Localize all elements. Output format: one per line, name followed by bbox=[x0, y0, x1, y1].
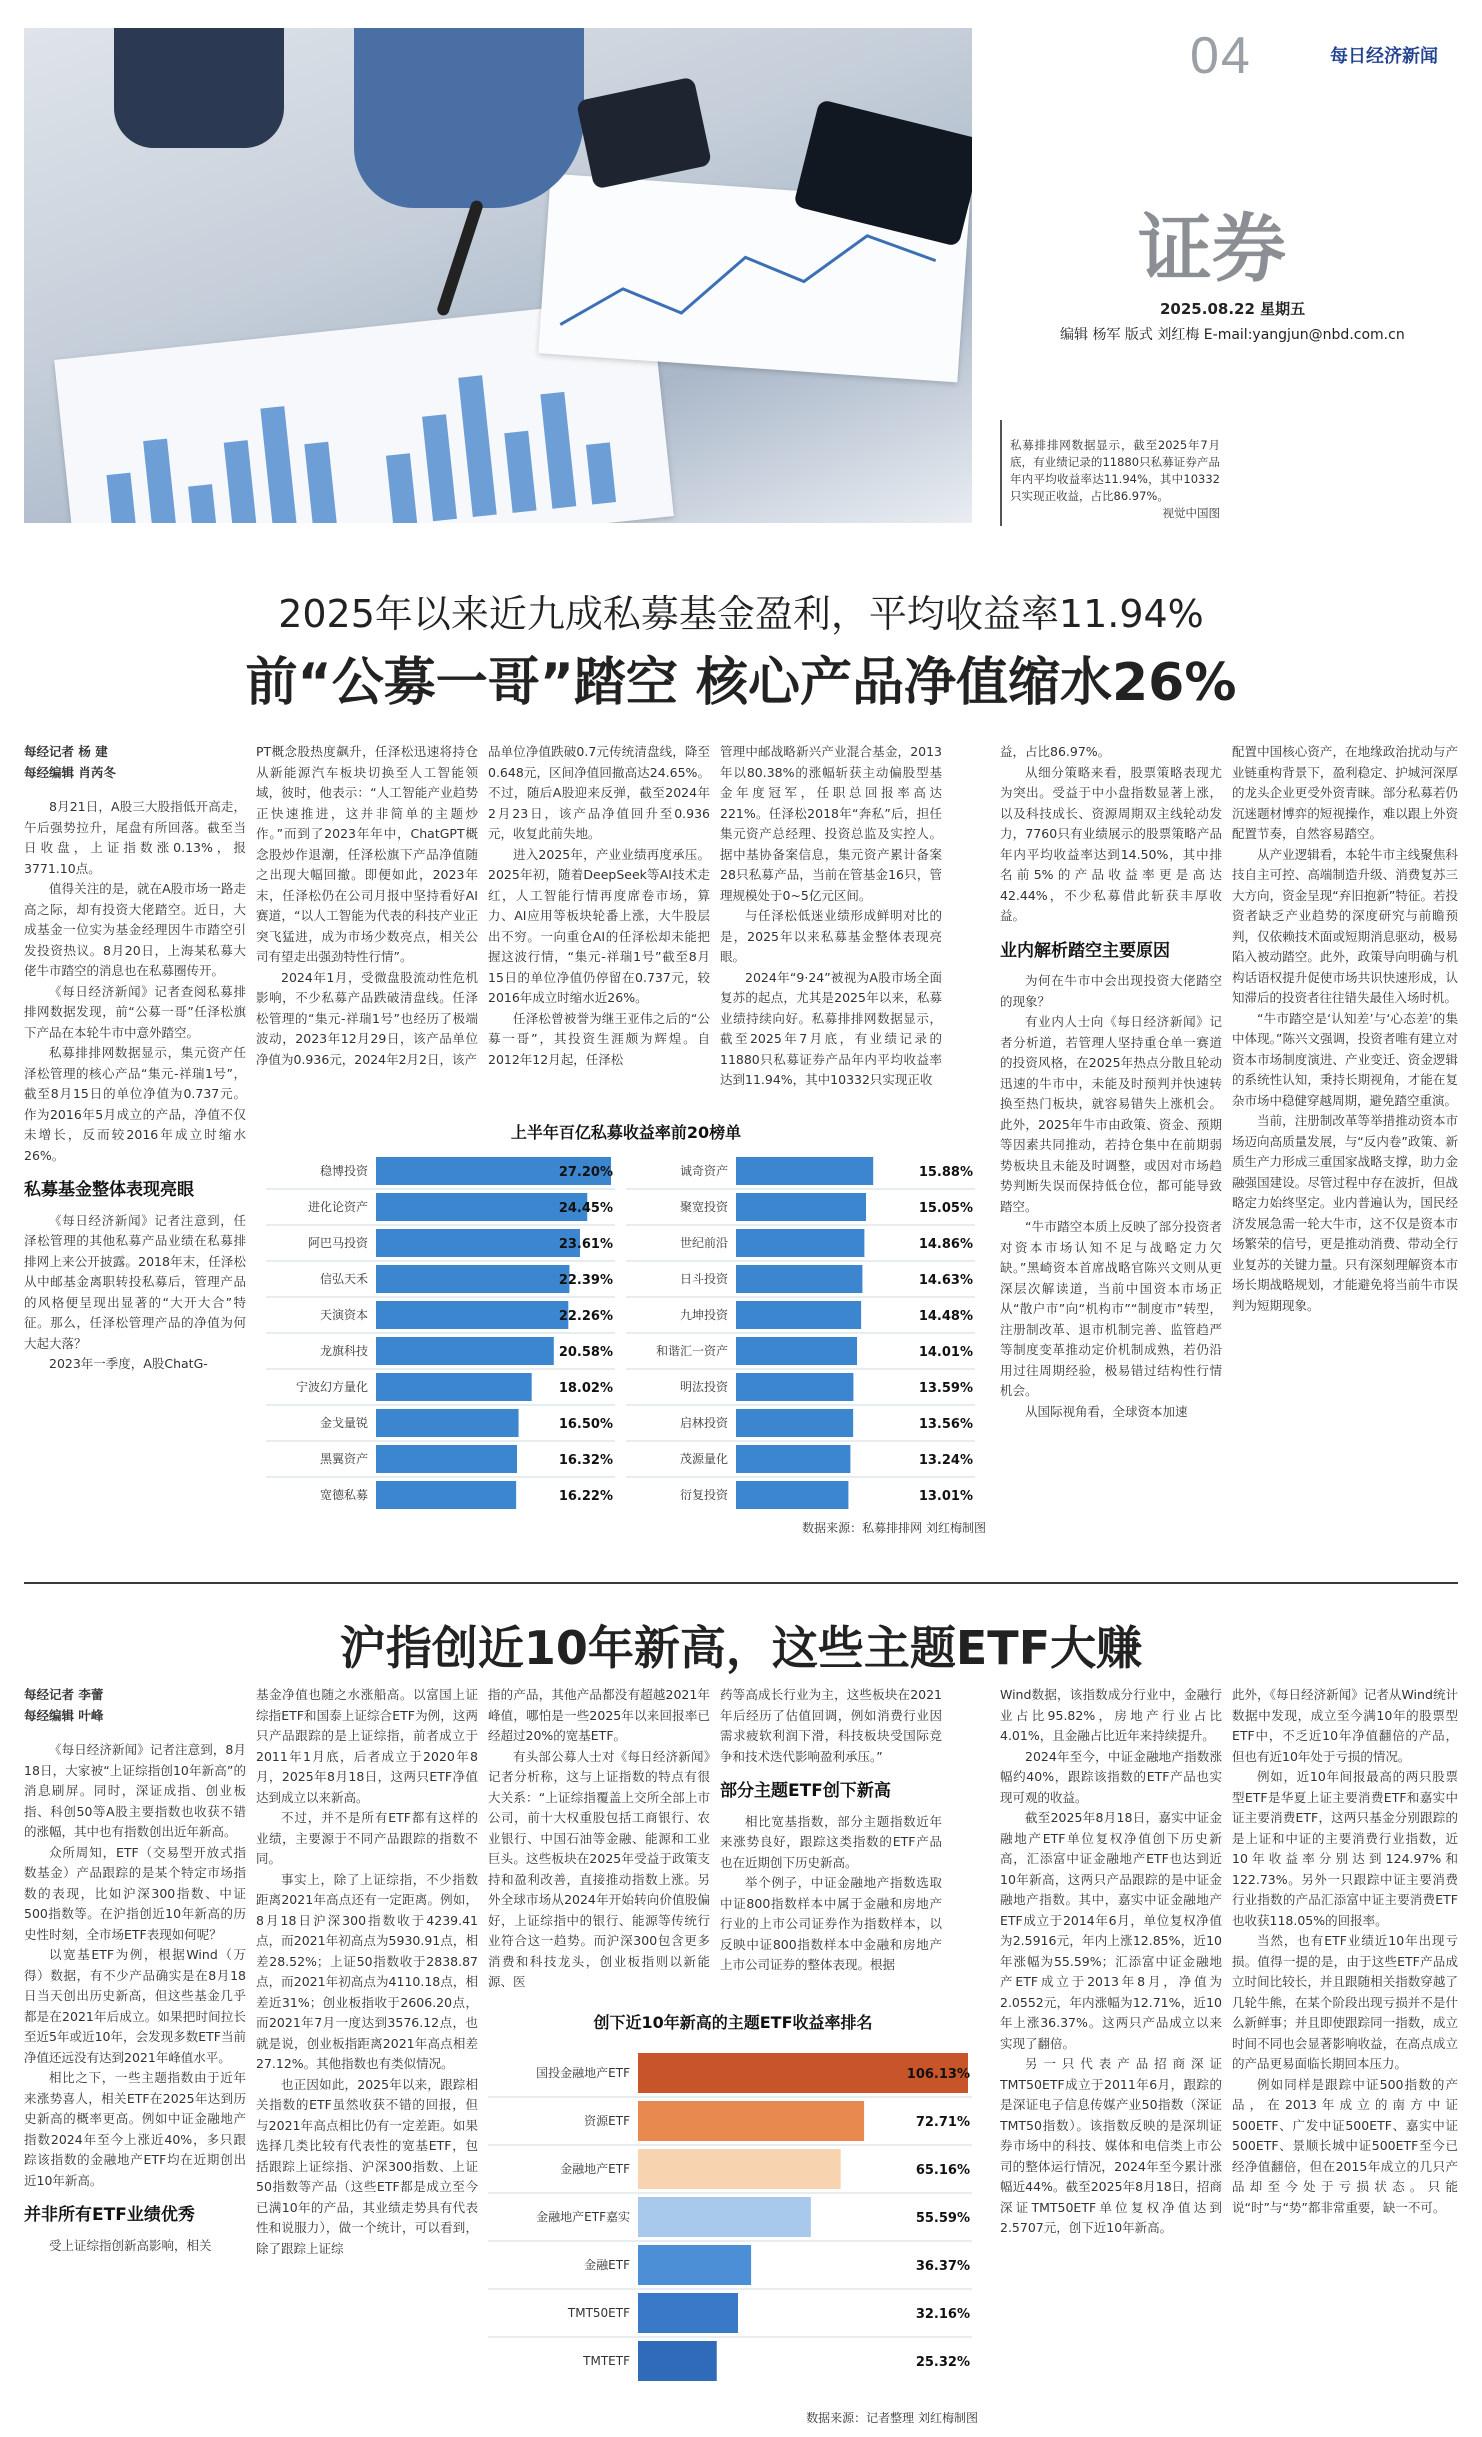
bar-value-label: 106.13% bbox=[906, 2067, 970, 2082]
paragraph: 药等高成长行业为主，这些板块在2021年后经历了估值回调，例如消费行业因需求疲软利润下滑，科技板块受国际竞争和技术迭代影响盈利承压。” bbox=[720, 1687, 942, 1764]
article2-column-2 bbox=[256, 1685, 478, 2430]
bar-category-label: 黑翼资产 bbox=[319, 1452, 368, 1466]
bar bbox=[736, 1481, 848, 1509]
paragraph: 另一只代表产品招商深证TMT50ETF成立于2011年6月，跟踪的是深证电子信息传媒产业50指数（深证TMT50指数）。该指数反映的是深圳证券市场中的科技、媒体和电信类上市公司的整体运行情况，2024年至今累计涨幅近44%。截至2025年8月18日，招商深证TMT50ETF单位复权净值达到2.5707元，创下近10年新高。 bbox=[1000, 2056, 1222, 2235]
paragraph: 2023年一季度，A股ChatG- bbox=[49, 1356, 208, 1371]
bar-category-label: 聚宽投资 bbox=[679, 1200, 728, 1214]
bar-category-label: 信弘天禾 bbox=[319, 1272, 368, 1286]
paragraph: 以宽基ETF为例，根据Wind（万得）数据，有不少产品确实是在8月18日当天创出历史新高，但这些基金几乎都是在2021年后成立。如果把时间拉长至近5年或近10年，会发现多数ETF当前净值还远没有达到2021年峰值水平。 bbox=[24, 1947, 246, 2065]
paragraph: 基金净值也随之水涨船高。以富国上证综指ETF和国泰上证综合ETF为例，这两只产品跟踪的是上证综指，前者成立于2011年1月底，后者成立于2020年8月，2025年8月18日，这两只ETF净值达到成立以来新高。 bbox=[256, 1687, 478, 1805]
paragraph: 2024年至今，中证金融地产指数涨幅约40%，跟踪该指数的ETF产品也实现可观的收益。 bbox=[1000, 1748, 1222, 1805]
bar bbox=[638, 2101, 864, 2141]
bar bbox=[376, 1409, 519, 1437]
bar-value-label: 22.39% bbox=[558, 1273, 613, 1288]
chart1-title: 上半年百亿私募收益率前20榜单 bbox=[510, 1123, 742, 1142]
bar-category-label: 稳博投资 bbox=[319, 1164, 368, 1178]
bar-category-label: 金融地产ETF嘉实 bbox=[536, 2210, 630, 2224]
paragraph: 受上证综指创新高影响，相关 bbox=[49, 2237, 212, 2253]
article2-column-5 bbox=[1000, 1685, 1222, 2430]
bar-category-label: 启林投资 bbox=[679, 1416, 728, 1430]
bar-value-label: 13.24% bbox=[918, 1453, 973, 1468]
bar-value-label: 72.71% bbox=[915, 2115, 970, 2130]
paragraph: 与任泽松低迷业绩形成鲜明对比的是，2025年以来私募基金整体表现亮眼。 bbox=[720, 908, 942, 964]
bar-value-label: 15.88% bbox=[918, 1165, 973, 1180]
chart1-svg bbox=[266, 1149, 986, 1519]
paragraph: 为何在牛市中会出现投资大佬踏空的现象？ bbox=[1000, 973, 1222, 1009]
section-title: 证券 bbox=[1138, 206, 1286, 292]
paragraph: “牛市踏空是‘认知差’与‘心态差’的集中体现。”陈兴文强调，投资者唯有建立对资本市场制度演进、产业变迁、资金逻辑的系统性认知，秉持长期视角，才能在复杂市场中稳健穿越周期，避免踏空重演。 bbox=[1232, 1010, 1458, 1108]
article2-column-6 bbox=[1232, 1685, 1458, 2430]
bar bbox=[736, 1445, 850, 1473]
bar bbox=[736, 1157, 873, 1185]
chart2-title: 创下近10年新高的主题ETF收益率排名 bbox=[593, 2013, 873, 2032]
bar-value-label: 16.22% bbox=[558, 1489, 613, 1504]
paragraph: 此外，《每日经济新闻》记者从Wind统计数据中发现，成立至今满10年的股票型ETF中，不乏近10年净值翻倍的产品，但也有近10年处于亏损的情况。 bbox=[1232, 1687, 1458, 1764]
paragraph: 当前，注册制改革等举措推动资本市场迈向高质量发展，与“反内卷”政策、新质生产力形成三重国家战略支撑，助力金融强国建设。尽管过程中存在波折，但战略定力始终坚定。业内普遍认为，国民经济发展急需一轮大牛市，这不仅是资本市场繁荣的信号，更是推动消费、带动全行业复苏的关键力量。只有深刻理解资本市场长期战略规划，才能避免将当前牛市误判为短期现象。 bbox=[1232, 1113, 1458, 1313]
calculator-graphic bbox=[576, 77, 712, 190]
bar bbox=[638, 2245, 751, 2285]
chart1-container bbox=[266, 1120, 986, 1540]
chart1-background bbox=[266, 1149, 986, 1519]
bar-category-label: 龙旗科技 bbox=[319, 1344, 368, 1358]
paragraph: 从国际视角看，全球资本加速 bbox=[1025, 1403, 1188, 1419]
bar bbox=[376, 1445, 517, 1473]
byline-reporter: 每经记者 杨 建 bbox=[24, 744, 108, 759]
paragraph: 任泽松曾被誉为继王亚伟之后的“公募一哥”，其投资生涯颇为辉煌。自2012年12月起，任泽松 bbox=[488, 1010, 710, 1067]
bar-value-label: 14.01% bbox=[918, 1345, 973, 1360]
paragraph: 有业内人士向《每日经济新闻》记者分析道，若管理人坚持重仓单一赛道的投资风格，在2025年热点分散且轮动迅速的牛市中，未能及时预判并快速转换至热门板块，就容易错失上涨机会。此外，2025年牛市由政策、资金、预期等因素共同推动，若持仓集中在前期弱势板块且未能及时调整，或因对市场趋势判断失误而保持低仓位，都可能导致踏空。 bbox=[1000, 1014, 1222, 1214]
subheading: 部分主题ETF创下新高 bbox=[720, 1781, 891, 1801]
bar-category-label: 宁波幻方量化 bbox=[295, 1380, 368, 1394]
paragraph: 截至2025年8月18日，嘉实中证金融地产ETF单位复权净值创下历史新高，汇添富中证金融地产ETF也达到近10年新高，这两只产品跟踪的是中证金融地产指数。其中，嘉实中证金融地产ETF成立于2014年6月，单位复权净值为2.5916元，年内上涨12.85%，近10年涨幅为55.59%；汇添富中证金融地产ETF成立于2013年8月，净值为2.0552元，年内涨幅为12.71%，近10年上涨36.37%。这两只产品成立以来实现了翻倍。 bbox=[1000, 1810, 1222, 2051]
paragraph: 有头部公募人士对《每日经济新闻》记者分析称，这与上证指数的特点有很大关系：“上证综指覆盖上交所全部上市公司，前十大权重股包括工商银行、农业银行、中国石油等金融、能源和工业巨头。这些板块在2025年受益于政策支持和盈利改善，直接推动指数上涨。另外全球市场从2024年开始转向价值股偏好，上证综指中的银行、能源等传统行业符合这一趋势。而沪深300包含更多消费和科技龙头，创业板指则以新能源、医 bbox=[488, 1748, 710, 1989]
issue-date: 2025.08.22 星期五 bbox=[1160, 300, 1306, 318]
bar-category-label: 金戈量锐 bbox=[319, 1416, 368, 1430]
bar-value-label: 22.26% bbox=[558, 1309, 613, 1324]
pen-graphic bbox=[436, 199, 484, 317]
bar-category-label: 国投金融地产ETF bbox=[536, 2066, 630, 2080]
bar-value-label: 14.48% bbox=[918, 1309, 973, 1324]
bar bbox=[736, 1229, 864, 1257]
chart2-svg bbox=[488, 2039, 978, 2409]
bar-category-label: 日斗投资 bbox=[679, 1272, 728, 1286]
paragraph: PT概念股热度飙升，任泽松迅速将持仓从新能源汽车板块切换至人工智能领域，彼时，他表示：“人工智能产业趋势正快速推进，这并非简单的主题炒作。”而到了2023年年中，ChatGPT概念股炒作退潮，任泽松旗下产品净值随之出现大幅回撤。即便如此，2023年末，任泽松仍在公司月报中坚持看好AI赛道，“以人工智能为代表的科技产业正突飞猛进，成为市场少数亮点，相关公司有望走出强劲特性行情”。 bbox=[256, 744, 478, 964]
byline-reporter: 每经记者 李蕾 bbox=[24, 1687, 104, 1702]
bar-value-label: 14.86% bbox=[918, 1237, 973, 1252]
paragraph: Wind数据，该指数成分行业中，金融行业占比95.82%，房地产行业占比4.01%，且金融占比近年来持续提升。 bbox=[1000, 1687, 1222, 1743]
bar-category-label: 衍复投资 bbox=[679, 1488, 728, 1502]
bar bbox=[638, 2293, 738, 2333]
bar bbox=[736, 1409, 853, 1437]
bar-category-label: 明汯投资 bbox=[679, 1380, 728, 1394]
paragraph: 从细分策略来看，股票策略表现尤为突出。受益于中小盘指数显著上涨，以及科技成长、资源周期双主线轮动发力，7760只有业绩展示的股票策略产品年内平均收益率达到14.50%，其中排名前5%的产品收益率更是高达42.44%，不少私募借此斩获丰厚收益。 bbox=[1000, 764, 1222, 923]
caption-text: 私募排排网数据显示，截至2025年7月底，有业绩记录的11880只私募证券产品年内平均收益率达11.94%，其中10332只实现正收益，占比86.97%。 bbox=[1010, 438, 1220, 503]
paragraph: 当然，也有ETF业绩近10年出现亏损。值得一提的是，由于这些ETF产品成立时间比较长，并且跟随相关指数穿越了几轮牛熊，在某个阶段出现亏损并不是什么新鲜事；并且即使跟踪同一指数，成立时间不同也会显著影响收益，在高点成立的产品更易面临长期回本压力。 bbox=[1232, 1933, 1458, 2071]
bar bbox=[376, 1229, 580, 1257]
article2-column-1 bbox=[24, 1685, 246, 2430]
paragraph: 例如同样是跟踪中证500指数的产品，在2013年成立的南方中证500ETF、广发中证500ETF、嘉实中证500ETF、景顺长城中证500ETF至今已经净值翻倍，但在2015年成立的几只产品却至今处于亏损状态。只能说“时”与“势”都非常重要，缺一不可。 bbox=[1232, 2076, 1458, 2215]
article2-column-3 bbox=[488, 1685, 710, 1995]
bar-value-label: 36.37% bbox=[915, 2259, 970, 2274]
bar-value-label: 16.32% bbox=[558, 1453, 613, 1468]
bar-category-label: 宽德私募 bbox=[319, 1488, 368, 1502]
bar-category-label: 世纪前沿 bbox=[679, 1236, 728, 1250]
bar-value-label: 18.02% bbox=[558, 1381, 613, 1396]
bar-value-label: 32.16% bbox=[915, 2307, 970, 2322]
section-divider bbox=[24, 1582, 1458, 1584]
article1-headline-main: 前“公募一哥”踏空 核心产品净值缩水26% bbox=[245, 653, 1237, 713]
bar bbox=[736, 1265, 862, 1293]
paragraph: 也正因如此，2025年以来，跟踪相关指数的ETF虽然收获不错的回报，但与2021年高点相比仍有一定差距。如果选择几类比较有代表性的宽基ETF，包括跟踪上证综指、沪深300指数、上证50指数等产品（这些ETF都是成立至今已满10年的产品，其业绩走势具有代表性和说服力），做一个统计，可以看到，除了跟踪上证综 bbox=[256, 2076, 478, 2256]
photo-caption bbox=[1010, 437, 1220, 522]
paragraph: 2024年“9·24”被视为A股市场全面复苏的起点，尤其是2025年以来，私募业绩持续向好。私募排排网数据显示，截至2025年7月底，有业绩记录的11880只私募证券产品年内平均收益率达到11.94%，其中10332只实现正收 bbox=[720, 969, 942, 1087]
subheading: 业内解析踏空主要原因 bbox=[1000, 940, 1170, 961]
paragraph: 2024年1月，受微盘股流动性危机影响，不少私募产品跌破清盘线。任泽松管理的“集元-祥瑞1号”也经历了极端波动，2023年12月29日，该产品单位净值为0.936元，2024年2月2日，该产 bbox=[256, 969, 478, 1067]
article1-column-2 bbox=[256, 742, 478, 1114]
chart2-container bbox=[488, 2010, 978, 2430]
bar-value-label: 13.59% bbox=[918, 1381, 973, 1396]
article2-headline: 沪指创近10年新高，这些主题ETF大赚 bbox=[339, 1621, 1143, 1675]
paragraph: 私募排排网数据显示，集元资产任泽松管理的核心产品“集元-祥瑞1号”，截至8月15日的单位净值为0.737元。作为2016年5月成立的产品，净值不仅未增长，反而较2016年成立时缩水26%。 bbox=[24, 1045, 246, 1163]
subheading: 并非所有ETF业绩优秀 bbox=[24, 2205, 195, 2225]
bar-value-label: 14.63% bbox=[918, 1273, 973, 1288]
bar-category-label: TMTETF bbox=[583, 2354, 630, 2368]
person-shirt-graphic bbox=[354, 28, 584, 208]
bar-category-label: 茂源量化 bbox=[679, 1452, 728, 1466]
paragraph: 配置中国核心资产，在地缘政治扰动与产业链重构背景下，盈利稳定、护城河深厚的龙头企业更受外资青睐。部分私募若仍沉迷题材博弈的短视操作，难以跟上外资配置节奏，自然容易踏空。 bbox=[1232, 744, 1458, 841]
paragraph: 众所周知，ETF（交易型开放式指数基金）产品跟踪的是某个特定市场指数的表现，比如沪深300指数、中证500指数等。在沪指创近10年新高的历史性时刻，全市场ETF表现如何呢？ bbox=[24, 1844, 246, 1942]
bar bbox=[736, 1337, 857, 1365]
bar bbox=[376, 1337, 554, 1365]
article2-column-4 bbox=[720, 1685, 942, 1995]
bar-value-label: 16.50% bbox=[558, 1417, 613, 1432]
paragraph: 益，占比86.97%。 bbox=[1000, 744, 1111, 759]
paragraph: 不过，并不是所有ETF都有这样的业绩，主要源于不同产品跟踪的指数不同。 bbox=[256, 1810, 478, 1866]
bar-value-label: 65.16% bbox=[915, 2163, 970, 2178]
article1-column-6 bbox=[1232, 742, 1458, 1537]
article1-column-5 bbox=[1000, 742, 1222, 1537]
paragraph: 指的产品，其他产品都没有超越2021年峰值，哪怕是一些2025年以来回报率已经超过20%的宽基ETF。 bbox=[488, 1687, 710, 1743]
article1-column-4 bbox=[720, 742, 942, 1114]
bar bbox=[638, 2197, 811, 2237]
bar-value-label: 13.01% bbox=[918, 1489, 973, 1504]
photo-credit: 视觉中国图 bbox=[1162, 506, 1220, 520]
paragraph: 《每日经济新闻》记者注意到，8月18日，大家被“上证综指创10年新高”的消息刷屏。同时，深证成指、创业板指、科创50等A股主要指数也收获不错的涨幅，其中也有指数创出近年新高。 bbox=[24, 1742, 246, 1839]
article1-column-3 bbox=[488, 742, 710, 1114]
bar-category-label: 进化论资产 bbox=[307, 1200, 368, 1214]
bar bbox=[376, 1265, 569, 1293]
paragraph: 相比宽基指数，部分主题指数近年来涨势良好，跟踪这类指数的ETF产品也在近期创下历史新高。 bbox=[720, 1813, 942, 1870]
byline-editor: 每经编辑 叶峰 bbox=[24, 1707, 104, 1723]
bar-category-label: 九坤投资 bbox=[679, 1308, 728, 1322]
article1-column-1 bbox=[24, 742, 246, 1537]
paragraph: 《每日经济新闻》记者查阅私募排排网数据发现，前“公募一哥”任泽松旗下产品在本轮牛市中意外踏空。 bbox=[24, 983, 246, 1040]
bar-value-label: 23.61% bbox=[558, 1237, 613, 1252]
bar-category-label: 诚奇资产 bbox=[679, 1164, 728, 1178]
paragraph: 举个例子，中证金融地产指数选取中证800指数样本中属于金融和房地产行业的上市公司证券作为指数样本，以反映中证800指数样本中金融和房地产上市公司证券的整体表现。根据 bbox=[720, 1875, 942, 1972]
bar-value-label: 24.45% bbox=[558, 1201, 613, 1216]
bar bbox=[638, 2149, 841, 2189]
chart1-source: 数据来源：私募排排网 刘红梅制图 bbox=[802, 1521, 986, 1535]
bar-category-label: 资源ETF bbox=[584, 2114, 630, 2128]
bar-value-label: 13.56% bbox=[918, 1417, 973, 1432]
bar-value-label: 27.20% bbox=[558, 1165, 613, 1180]
header-photo bbox=[24, 28, 972, 523]
person-arm-graphic bbox=[114, 28, 284, 148]
paragraph: “牛市踏空本质上反映了部分投资者对资本市场认知不足与战略定力欠缺。”黑崎资本首席战略官陈兴文则从更深层次解读道，当前中国资本市场正从“散户市”向“机构市”“制度市”转型，注册制改革、退市机制完善、监管趋严等制度变革推动定价机制成熟，若仍沿用过往周期经验，极易错过结构性行情机会。 bbox=[1000, 1219, 1222, 1398]
newspaper-name: 每日经济新闻 bbox=[1330, 46, 1438, 67]
bar bbox=[736, 1301, 861, 1329]
paragraph: 从产业逻辑看，本轮牛市主线聚焦科技自主可控、高端制造升级、消费复苏三大方向，资金呈现“弃旧抱新”特征。若投资者缺乏产业趋势的深度研究与前瞻预判，仅依赖技术面或短期消息驱动，极易陷入被动踏空。此外，政策导向明确与机构话语权提升促使市场共识快速形成，认知滞后的投资者往往错失最佳入场时机。 bbox=[1232, 846, 1458, 1005]
bar-category-label: 金融地产ETF bbox=[560, 2162, 630, 2176]
paragraph: 8月21日，A股三大股指低开高走，午后强势拉升，尾盘有所回落。截至当日收盘，上证指数涨0.13%，报3771.10点。 bbox=[24, 799, 246, 876]
paragraph: 事实上，除了上证综指，不少指数距离2021年高点还有一定距离。例如，8月18日沪深300指数收于4239.41点，而2021年初高点为5930.91点，相差28.52%；上证50指数收于2838.87点，而2021年初高点为4110.18点，相差近31%；创业板指收于2606.20点，而2021年7月一度达到3576.12点，也就是说，创业板指距离2021年高点相差27.12%。其他指数也有类似情况。 bbox=[256, 1871, 478, 2071]
page-number: 04 bbox=[1190, 27, 1252, 85]
bar bbox=[736, 1193, 866, 1221]
paragraph: 管理中邮战略新兴产业混合基金，2013年以80.38%的涨幅斩获主动偏股型基金年度冠军，任职总回报率高达221%。任泽松2018年“奔私”后，担任集元资产总经理、投资总监及实控人。据中基协备案信息，集元资产累计备案28只私募产品，当前在管基金16只，管理规模处于0~5亿元区间。 bbox=[720, 744, 942, 903]
paragraph: 相比之下，一些主题指数由于近年来涨势喜人，相关ETF在2025年达到历史新高的概率更高。例如中证金融地产指数2024年至今上涨近40%，多只跟踪该指数的金融地产ETF均在近期创出近10年新高。 bbox=[24, 2070, 246, 2188]
paragraph: 《每日经济新闻》记者注意到，任泽松管理的其他私募产品业绩在私募排排网上来公开披露。2018年末，任泽松从中邮基金离职转投私募后，管理产品的风格便呈现出显著的“大开大合”特征。那么，任泽松管理产品的净值为何大起大落？ bbox=[24, 1212, 246, 1351]
caption-rule bbox=[1000, 420, 1002, 526]
bar bbox=[376, 1193, 587, 1221]
chart2-source: 数据来源：记者整理 刘红梅制图 bbox=[806, 2411, 978, 2425]
bar-value-label: 15.05% bbox=[918, 1201, 973, 1216]
paragraph: 例如，近10年间报最高的两只股票型ETF是华夏上证主要消费ETF和嘉实中证主要消费ETF，这两只基金分别跟踪的是上证和中证的主要消费行业指数，近10年收益率分别达到124.97%和122.73%。另外一只跟踪中证主要消费行业指数的产品汇添富中证主要消费ETF也收获118.05%的回报率。 bbox=[1232, 1769, 1458, 1928]
paragraph: 值得关注的是，就在A股市场一路走高之际，却有投资大佬踏空。近日，大成基金一位实为基金经理因牛市踏空引发投资热议。8月20日，上海某私募大佬牛市踏空的消息也在私募圈传开。 bbox=[24, 881, 246, 978]
bar-category-label: 和谐汇一资产 bbox=[655, 1344, 728, 1358]
bar bbox=[638, 2341, 717, 2381]
bar bbox=[376, 1301, 568, 1329]
editor-line: 编辑 杨军 版式 刘红梅 E-mail:yangjun@nbd.com.cn bbox=[1060, 327, 1405, 343]
paragraph: 品单位净值跌破0.7元传统清盘线，降至0.648元，区间净值回撤高达24.65%。不过，随后A股迎来反弹，截至2024年2月23日，该产品净值回升至0.936元，收复此前失地。 bbox=[488, 744, 710, 841]
bar bbox=[376, 1373, 532, 1401]
bar-value-label: 25.32% bbox=[915, 2355, 970, 2370]
bar-value-label: 20.58% bbox=[558, 1345, 613, 1360]
byline-editor: 每经编辑 肖芮冬 bbox=[24, 764, 116, 780]
article1-headline-top: 2025年以来近九成私募基金盈利，平均收益率11.94% bbox=[278, 592, 1204, 636]
subheading: 私募基金整体表现亮眼 bbox=[24, 1180, 194, 1200]
bar-category-label: TMT50ETF bbox=[567, 2306, 630, 2320]
paragraph: 进入2025年，产业业绩再度承压。2025年初，随着DeepSeek等AI技术走红，人工智能行情再度席卷市场，算力、AI应用等板块轮番上涨，大牛股层出不穷。一向重仓AI的任泽松却未能把握这波行情，“集元-祥瑞1号”截至8月15日的单位净值仍停留在0.737元，较2016年成立时缩水近26%。 bbox=[488, 846, 710, 1005]
bar-category-label: 阿巴马投资 bbox=[307, 1236, 368, 1250]
bar-category-label: 金融ETF bbox=[584, 2258, 630, 2272]
bar bbox=[376, 1481, 516, 1509]
bar bbox=[736, 1373, 853, 1401]
bar-value-label: 55.59% bbox=[915, 2211, 970, 2226]
bar-category-label: 天演资本 bbox=[319, 1308, 368, 1322]
